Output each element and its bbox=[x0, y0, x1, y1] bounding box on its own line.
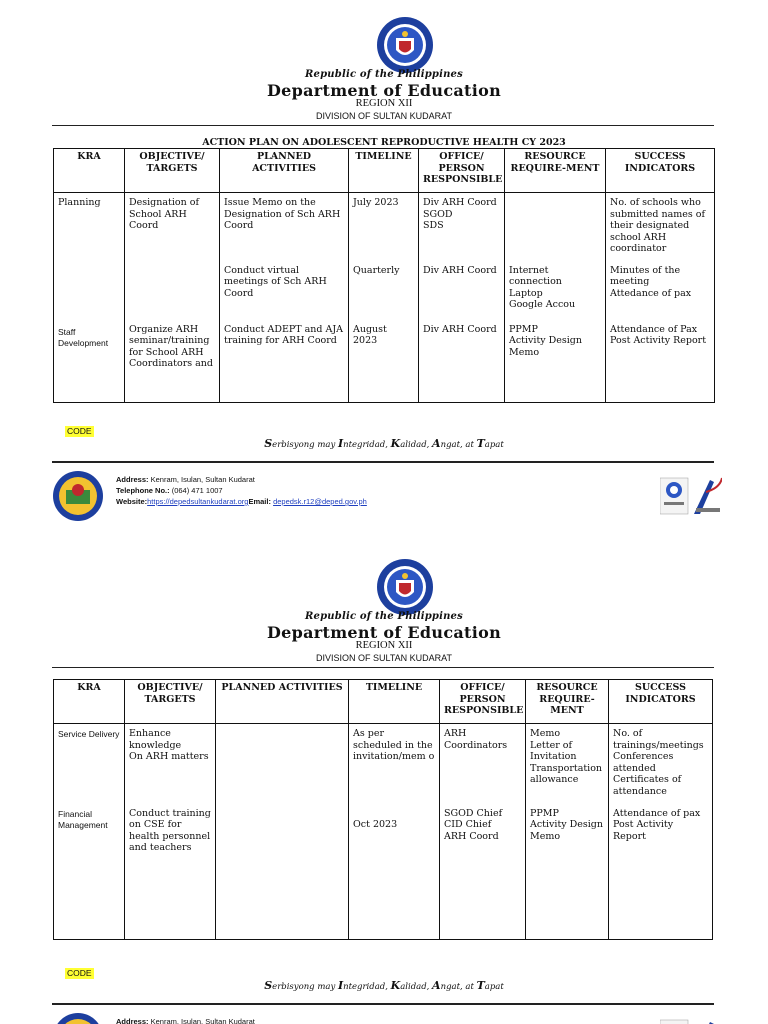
resource-cell: PPMP Activity Design Memo bbox=[526, 806, 609, 940]
document-page-2 bbox=[0, 542, 768, 1024]
address-value: Kenram, Isulan, Sultan Kudarat bbox=[150, 1017, 255, 1024]
timeline-cell: Quarterly bbox=[349, 263, 419, 322]
resource-cell bbox=[505, 193, 606, 263]
division-logo-icon bbox=[52, 1012, 104, 1024]
table-header-row bbox=[54, 149, 715, 193]
footer-address-block bbox=[116, 1016, 255, 1024]
success-cell: Minutes of the meeting Attedance of pax bbox=[606, 263, 715, 322]
objective-cell: Organize ARH seminar/training for School ARH Coordinators and bbox=[125, 322, 220, 403]
objective-cell bbox=[125, 263, 220, 322]
motto-line: Serbisyong may Integridad, Kalidad, Angat, at Tapat bbox=[264, 979, 504, 992]
header-timeline: TIMELINE bbox=[349, 149, 419, 193]
republic-text: Republic of the Philippines bbox=[305, 69, 463, 80]
header-objective: OBJECTIVE/ TARGETS bbox=[125, 680, 216, 724]
code-label: CODE bbox=[67, 426, 92, 436]
department-name: Department of Education bbox=[266, 81, 502, 100]
table-row bbox=[54, 724, 713, 806]
activities-cell: Issue Memo on the Designation of Sch ARH Coord bbox=[220, 193, 349, 263]
certification-logos-icon bbox=[660, 474, 722, 518]
telephone-label: Telephone No.: bbox=[116, 486, 170, 495]
header-success: SUCCESS INDICATORS bbox=[609, 680, 713, 724]
header-timeline: TIMELINE bbox=[349, 680, 440, 724]
header-kra: KRA bbox=[54, 149, 125, 193]
success-cell: No. of schools who submitted names of their designated school ARH coordinator bbox=[606, 193, 715, 263]
plan-title: ACTION PLAN ON ADOLESCENT REPRODUCTIVE HEALTH CY 2023 bbox=[202, 137, 566, 148]
website-link[interactable]: https://depedsultankudarat.org bbox=[147, 497, 249, 506]
success-cell: Attendance of pax Post Activity Report bbox=[609, 806, 713, 940]
kra-cell: Staff Development bbox=[54, 322, 125, 403]
telephone-value: (064) 471 1007 bbox=[171, 486, 223, 495]
footer-divider bbox=[52, 461, 714, 463]
table-row bbox=[54, 263, 715, 322]
table-row bbox=[54, 193, 715, 263]
deped-seal-icon bbox=[376, 16, 434, 74]
region-text: REGION XII bbox=[355, 98, 413, 109]
kra-cell: Financial Management bbox=[54, 806, 125, 940]
header-activities: PLANNED ACTIVITIES bbox=[216, 680, 349, 724]
header-office: OFFICE/ PERSON RESPONSIBLE bbox=[419, 149, 505, 193]
table-row bbox=[54, 806, 713, 940]
motto-text bbox=[0, 979, 768, 992]
resource-cell: PPMP Activity Design Memo bbox=[505, 322, 606, 403]
table-row bbox=[54, 322, 715, 403]
header-success: SUCCESS INDICATORS bbox=[606, 149, 715, 193]
success-cell: Attendance of Pax Post Activity Report bbox=[606, 322, 715, 403]
activities-cell bbox=[216, 724, 349, 806]
office-cell: Div ARH Coord bbox=[419, 322, 505, 403]
address-label: Address: bbox=[116, 1017, 149, 1024]
division-text: DIVISION OF SULTAN KUDARAT bbox=[315, 111, 452, 121]
kra-cell bbox=[54, 263, 125, 322]
header-divider bbox=[52, 667, 714, 668]
kra-cell: Planning bbox=[54, 193, 125, 263]
success-cell: No. of trainings/meetings Conferences attended Certificates of attendance bbox=[609, 724, 713, 806]
kra-cell: Service Delivery bbox=[54, 724, 125, 806]
address-value: Kenram, Isulan, Sultan Kudarat bbox=[150, 475, 255, 484]
timeline-cell: As per scheduled in the invitation/mem o bbox=[349, 724, 440, 806]
division-text: DIVISION OF SULTAN KUDARAT bbox=[315, 653, 452, 663]
header-kra: KRA bbox=[54, 680, 125, 724]
region-text: REGION XII bbox=[355, 640, 413, 651]
division-logo-icon bbox=[52, 470, 104, 522]
timeline-cell: August 2023 bbox=[349, 322, 419, 403]
table-header-row bbox=[54, 680, 713, 724]
email-link[interactable]: depedsk.r12@deped.gov.ph bbox=[273, 497, 367, 506]
timeline-cell: July 2023 bbox=[349, 193, 419, 263]
office-cell: ARH Coordinators bbox=[440, 724, 526, 806]
header-resource: RESOURCE REQUIRE-MENT bbox=[526, 680, 609, 724]
action-plan-table-2 bbox=[53, 679, 713, 940]
deped-seal-icon bbox=[376, 558, 434, 616]
footer-divider bbox=[52, 1003, 714, 1005]
header-office: OFFICE/ PERSON RESPONSIBLE bbox=[440, 680, 526, 724]
address-label: Address: bbox=[116, 475, 149, 484]
timeline-cell: Oct 2023 bbox=[349, 806, 440, 940]
objective-cell: Enhance knowledge On ARH matters bbox=[125, 724, 216, 806]
website-label: Website: bbox=[116, 497, 148, 506]
header-objective: OBJECTIVE/ TARGETS bbox=[125, 149, 220, 193]
office-cell: Div ARH Coord bbox=[419, 263, 505, 322]
resource-cell: Internet connection Laptop Google Accou bbox=[505, 263, 606, 322]
header-divider bbox=[52, 125, 714, 126]
activities-cell: Conduct ADEPT and AJA training for ARH Coord bbox=[220, 322, 349, 403]
action-plan-table-1 bbox=[53, 148, 715, 403]
resource-cell: Memo Letter of Invitation Transportation allowance bbox=[526, 724, 609, 806]
header-activities: PLANNED ACTIVITIES bbox=[220, 149, 349, 193]
motto-line: Serbisyong may Integridad, Kalidad, Angat, at Tapat bbox=[264, 437, 504, 450]
office-cell: Div ARH Coord SGOD SDS bbox=[419, 193, 505, 263]
republic-text: Republic of the Philippines bbox=[305, 611, 463, 622]
header-resource: RESOURCE REQUIRE-MENT bbox=[505, 149, 606, 193]
office-cell: SGOD Chief CID Chief ARH Coord bbox=[440, 806, 526, 940]
motto-text bbox=[0, 437, 768, 450]
activities-cell bbox=[216, 806, 349, 940]
email-label: Email: bbox=[248, 497, 271, 506]
code-label: CODE bbox=[67, 968, 92, 978]
objective-cell: Conduct training on CSE for health personnel and teachers bbox=[125, 806, 216, 940]
certification-logos-icon bbox=[660, 1016, 722, 1024]
department-name: Department of Education bbox=[266, 623, 502, 642]
activities-cell: Conduct virtual meetings of Sch ARH Coord bbox=[220, 263, 349, 322]
footer-address-block bbox=[116, 474, 367, 507]
objective-cell: Designation of School ARH Coord bbox=[125, 193, 220, 263]
